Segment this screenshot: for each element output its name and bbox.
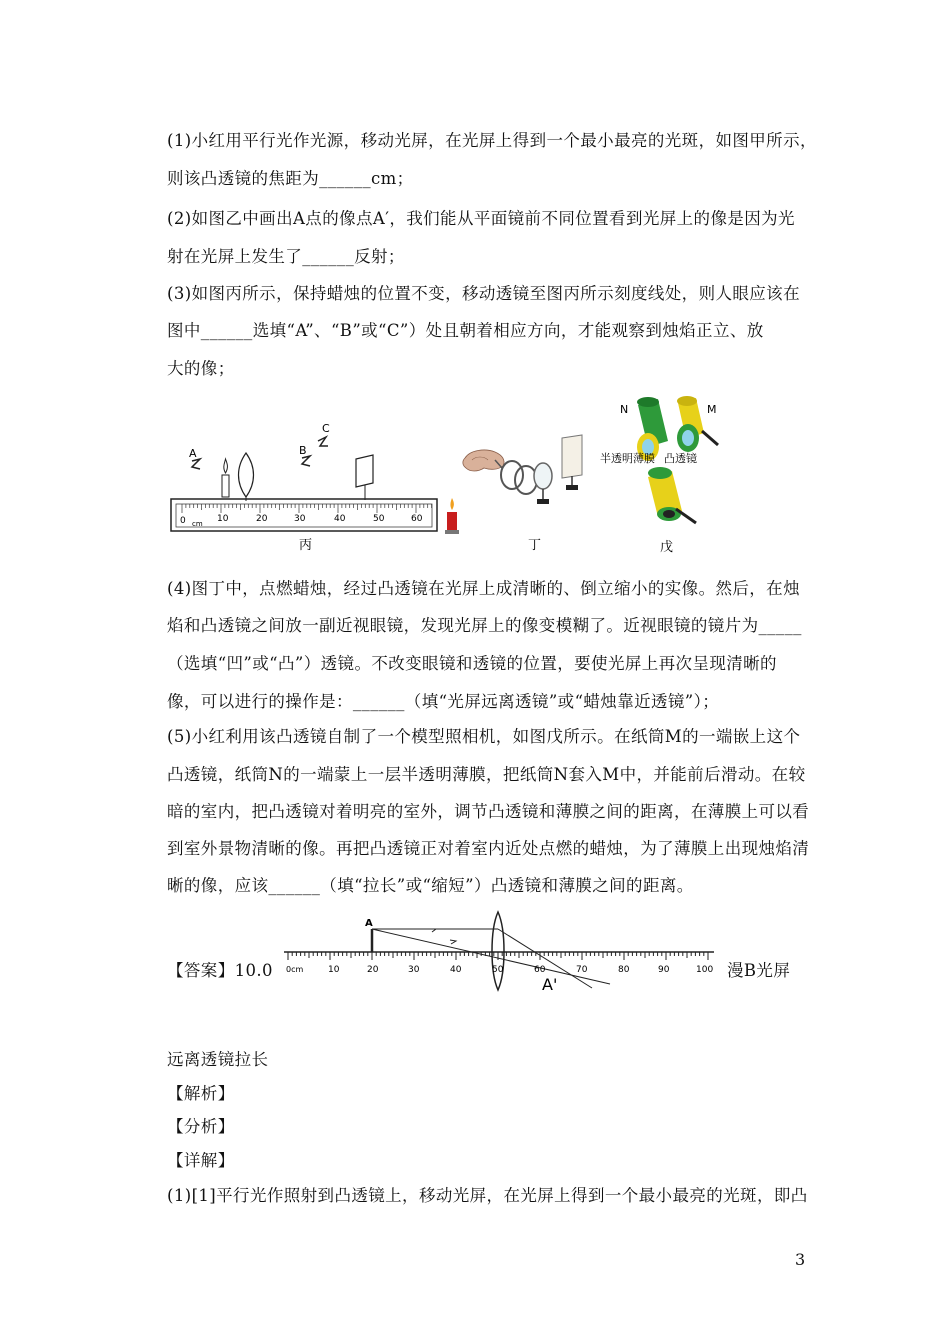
figure-bing [168, 415, 443, 555]
bench-unit-label: cm [192, 520, 203, 528]
bench-tick-label: 50 [373, 514, 385, 524]
bench-tick-label: 10 [217, 514, 229, 524]
q5-line-2: 凸透镜，纸筒N的一端蒙上一层半透明薄膜，把纸筒N套入M中，并能前后滑动。在较 [167, 765, 806, 784]
answer-line-2: 远离透镜拉长 [167, 1050, 269, 1069]
convex-lens-icon [239, 453, 254, 497]
axis-tick-label: 40 [450, 965, 462, 975]
q4-line-4: 像，可以进行的操作是：______（填“光屏远离透镜”或“蜡烛靠近透镜”）； [167, 692, 720, 711]
axis-tick-label: 90 [658, 965, 670, 975]
paper-tube-assembled-icon [648, 467, 696, 523]
axis-tick-label: 100 [696, 965, 714, 975]
page-number: 3 [795, 1250, 806, 1269]
eye-position-b-label: B [299, 444, 307, 457]
q1-line-1: (1)小红用平行光作光源，移动光屏，在光屏上得到一个最小最亮的光斑，如图甲所示， [167, 131, 817, 150]
eye-icon [302, 456, 310, 466]
fenxi-heading: 【分析】 [167, 1117, 235, 1136]
detail-line-1: (1)[1]平行光作照射到凸透镜上，移动光屏，在光屏上得到一个最小最亮的光斑，即凸 [167, 1186, 808, 1205]
glasses-icon [501, 461, 523, 489]
q1-line-2: 则该凸透镜的焦距为______cm； [167, 169, 414, 188]
xiangjie-heading: 【详解】 [167, 1151, 235, 1170]
axis-tick-label: 50 [492, 965, 504, 975]
bench-tick-label: 60 [411, 514, 423, 524]
convex-lens-icon [492, 912, 504, 990]
q5-line-3: 暗的室内，把凸透镜对着明亮的室外，调节凸透镜和薄膜之间的距离，在薄膜上可以看 [167, 802, 810, 821]
figure-ding-caption: 丁 [528, 538, 542, 553]
candle-icon [447, 512, 457, 530]
light-screen-icon [356, 455, 373, 487]
figure-wu [592, 393, 732, 555]
tube-n-label: N [620, 403, 629, 416]
analysis-heading: 【解析】 [167, 1084, 235, 1103]
axis-tick-label: 30 [408, 965, 420, 975]
object-label: A [365, 918, 373, 929]
axis-tick-label: 10 [328, 965, 340, 975]
q3-line-2: 图中______选填“A”、“B”或“C”）处且朝着相应方向，才能观察到烛焰正立、放 [167, 321, 764, 340]
axis-tick-label: 20 [367, 965, 379, 975]
bench-tick-label: 0 [180, 516, 186, 526]
axis-tick-label: 60 [534, 965, 546, 975]
answer-ray-diagram [280, 910, 720, 995]
eye-position-c-label: C [322, 422, 330, 435]
q2-line-2: 射在光屏上发生了______反射； [167, 247, 405, 266]
q2-line-1: (2)如图乙中画出A点的像点A′，我们能从平面镜前不同位置看到光屏上的像是因为光 [167, 209, 795, 228]
q5-line-4: 到室外景物清晰的像。再把凸透镜正对着室内近处点燃的蜡烛，为了薄膜上出现烛焰清 [167, 839, 810, 858]
eye-icon [192, 459, 200, 469]
light-ray [372, 929, 610, 984]
bench-tick-label: 40 [334, 514, 346, 524]
tube-m-label: M [707, 403, 717, 416]
figure-bing-caption: 丙 [299, 538, 313, 553]
figure-wu-caption: 戊 [660, 540, 674, 555]
convex-lens-icon [534, 463, 552, 489]
q4-line-3: （选填“凹”或“凸”）透镜。不改变眼镜和透镜的位置，要使光屏上再次呈现清晰的 [167, 654, 777, 673]
eye-position-a-label: A [189, 447, 197, 460]
q4-line-2: 焰和凸透镜之间放一副近视眼镜，发现光屏上的像变模糊了。近视眼镜的镜片为_____ [167, 616, 802, 635]
bench-tick-label: 20 [256, 514, 268, 524]
q3-line-3: 大的像； [167, 359, 235, 378]
answer-suffix: 漫B光屏 [727, 961, 791, 980]
flame-icon [224, 459, 228, 473]
q5-line-1: (5)小红利用该凸透镜自制了一个模型照相机，如图戊所示。在纸筒M的一端嵌上这个 [167, 727, 801, 746]
axis-tick-label: 0cm [286, 965, 304, 974]
axis-tick-label: 80 [618, 965, 630, 975]
lens-label: 凸透镜 [664, 452, 697, 465]
figure-ding [440, 430, 590, 555]
film-label: 半透明薄膜 [600, 452, 655, 465]
q4-line-1: (4)图丁中，点燃蜡烛，经过凸透镜在光屏上成清晰的、倒立缩小的实像。然后，在烛 [167, 579, 800, 598]
light-screen-icon [562, 435, 582, 478]
eye-icon [318, 437, 328, 446]
q3-line-1: (3)如图丙所示，保持蜡烛的位置不变，移动透镜至图丙所示刻度线处，则人眼应该在 [167, 284, 800, 303]
candle-icon [222, 475, 229, 497]
answer-prefix: 【答案】10.0 [167, 961, 273, 980]
q5-line-5: 晰的像，应该______（填“拉长”或“缩短”）凸透镜和薄膜之间的距离。 [167, 876, 694, 895]
bench-tick-label: 30 [294, 514, 306, 524]
hand-holding-glasses-icon [463, 450, 504, 471]
image-point-label: A' [542, 975, 558, 994]
axis-tick-label: 70 [576, 965, 588, 975]
